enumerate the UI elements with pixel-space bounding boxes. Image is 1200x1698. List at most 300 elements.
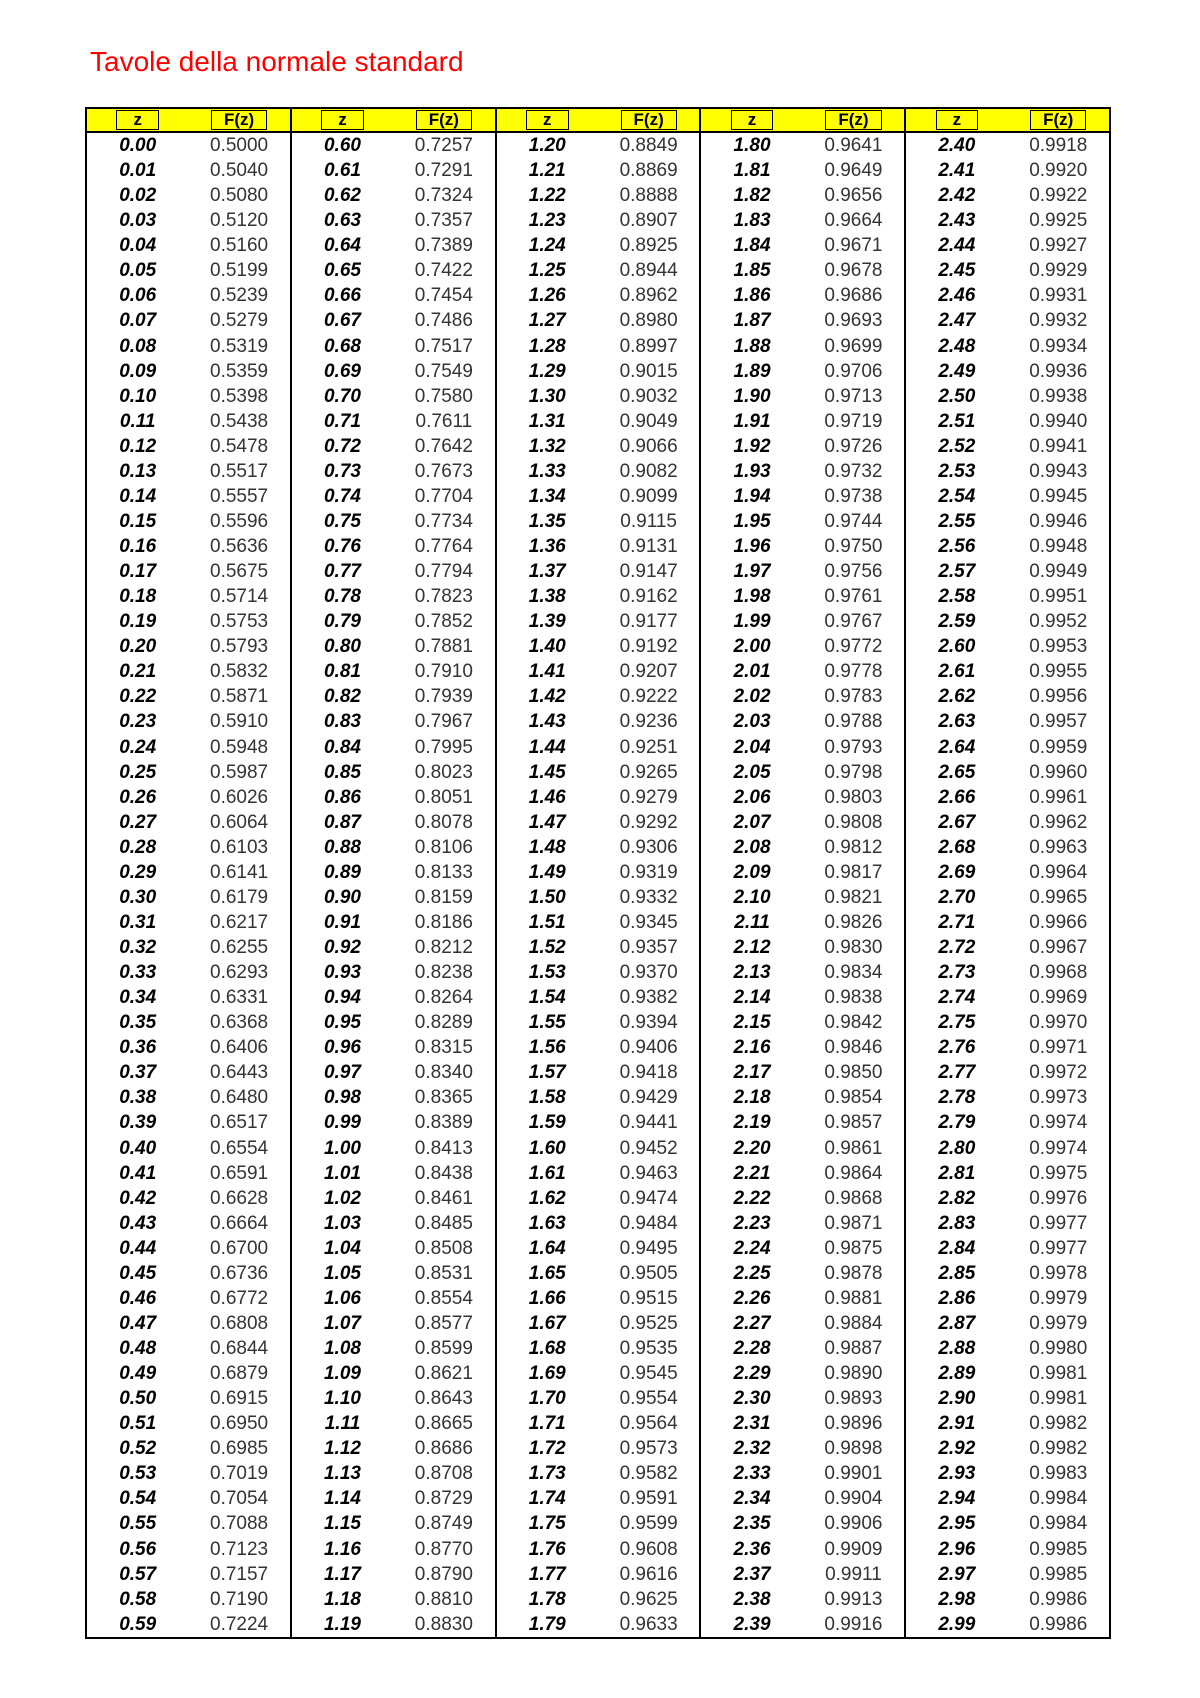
table-row: [86, 1537, 1110, 1562]
fz-value: 0.9099: [619, 485, 678, 507]
fz-value: 0.9887: [824, 1338, 883, 1360]
z-value: 2.93: [905, 1461, 1007, 1486]
fz-value: 0.9812: [824, 836, 883, 858]
fz-value: 0.9452: [619, 1137, 678, 1159]
z-value: 0.58: [119, 1588, 157, 1610]
fz-value: 0.9974: [1029, 1112, 1088, 1134]
z-value: 1.38: [496, 584, 598, 609]
z-value: 0.64: [291, 233, 393, 258]
fz-value: 0.8577: [414, 1312, 473, 1334]
z-value: 1.97: [700, 559, 802, 584]
z-value: 1.18: [291, 1587, 393, 1612]
z-value: 2.87: [905, 1311, 1007, 1336]
z-value: 1.29: [496, 359, 598, 384]
fz-value: 0.8907: [619, 210, 678, 232]
column-header-z: [905, 108, 1007, 132]
z-value: 2.00: [700, 634, 802, 659]
z-value: 0.33: [119, 962, 157, 984]
z-value: 1.65: [496, 1261, 598, 1286]
fz-value: 0.7517: [414, 335, 473, 357]
fz-value: 0.9082: [619, 460, 678, 482]
fz-value: 0.7389: [414, 235, 473, 257]
fz-value: 0.6591: [210, 1162, 269, 1184]
table-row: [86, 1562, 1110, 1587]
fz-value: 0.8508: [414, 1237, 473, 1259]
fz-value: 0.9686: [824, 285, 883, 307]
fz-value: 0.9664: [824, 210, 883, 232]
z-value: 2.95: [905, 1511, 1007, 1536]
fz-value: 0.6217: [210, 911, 269, 933]
z-value: 0.29: [119, 861, 157, 883]
fz-value: 0.9803: [824, 786, 883, 808]
fz-value: 0.8238: [414, 962, 473, 984]
z-value: 0.95: [291, 1010, 393, 1035]
fz-value: 0.9756: [824, 561, 883, 583]
z-value: 0.65: [291, 258, 393, 283]
z-value: 0.07: [119, 310, 157, 332]
fz-value: 0.6664: [210, 1212, 269, 1234]
z-value: 2.31: [700, 1411, 802, 1436]
fz-value: 0.9850: [824, 1062, 883, 1084]
table-row: [86, 1436, 1110, 1461]
z-value: 2.61: [905, 659, 1007, 684]
z-value: 0.55: [119, 1513, 157, 1535]
z-value: 1.13: [291, 1461, 393, 1486]
fz-value: 0.7852: [414, 611, 473, 633]
z-value: 2.08: [700, 835, 802, 860]
fz-value: 0.9932: [1029, 310, 1088, 332]
fz-value: 0.9956: [1029, 686, 1088, 708]
z-value: 1.69: [496, 1361, 598, 1386]
table-row: [86, 534, 1110, 559]
column-header-z: [291, 108, 393, 132]
table-row: [86, 659, 1110, 684]
fz-value: 0.5279: [210, 310, 269, 332]
fz-value: 0.5832: [210, 661, 269, 683]
table-row: [86, 885, 1110, 910]
z-value: 2.28: [700, 1336, 802, 1361]
fz-value: 0.8159: [414, 886, 473, 908]
fz-value: 0.9927: [1029, 235, 1088, 257]
z-value: 1.53: [496, 960, 598, 985]
z-value: 1.20: [496, 132, 598, 158]
z-value: 2.73: [905, 960, 1007, 985]
z-value: 2.11: [700, 910, 802, 935]
fz-value: 0.9515: [619, 1287, 678, 1309]
z-value: 0.70: [291, 384, 393, 409]
fz-value: 0.9940: [1029, 410, 1088, 432]
z-value: 0.91: [291, 910, 393, 935]
fz-value: 0.5239: [210, 285, 269, 307]
z-value: 1.92: [700, 434, 802, 459]
z-value: 1.10: [291, 1386, 393, 1411]
z-value: 0.53: [119, 1463, 157, 1485]
header-row: [86, 108, 1110, 132]
fz-value: 0.9875: [824, 1237, 883, 1259]
fz-value: 0.9960: [1029, 761, 1088, 783]
table-row: [86, 1211, 1110, 1236]
z-value: 1.90: [700, 384, 802, 409]
z-value: 0.04: [119, 235, 157, 257]
z-value: 1.86: [700, 283, 802, 308]
z-value: 2.01: [700, 659, 802, 684]
z-value: 1.11: [291, 1411, 393, 1436]
z-value: 0.14: [119, 485, 157, 507]
z-value: 2.12: [700, 935, 802, 960]
fz-value: 0.7190: [210, 1588, 269, 1610]
fz-value: 0.9963: [1029, 836, 1088, 858]
fz-value: 0.9418: [619, 1062, 678, 1084]
fz-value: 0.9778: [824, 661, 883, 683]
fz-value: 0.9985: [1029, 1563, 1088, 1585]
fz-value: 0.8186: [414, 911, 473, 933]
z-value: 2.33: [700, 1461, 802, 1486]
fz-value: 0.8621: [414, 1363, 473, 1385]
z-value: 1.93: [700, 459, 802, 484]
fz-value: 0.7611: [415, 410, 473, 432]
z-value: 1.78: [496, 1587, 598, 1612]
z-value: 2.14: [700, 985, 802, 1010]
z-value: 2.68: [905, 835, 1007, 860]
z-value: 0.46: [119, 1287, 157, 1309]
z-value: 2.06: [700, 785, 802, 810]
fz-value: 0.9279: [619, 786, 678, 808]
fz-value: 0.9192: [619, 636, 678, 658]
fz-value: 0.9641: [824, 135, 883, 157]
fz-value: 0.9370: [619, 962, 678, 984]
z-value: 2.50: [905, 384, 1007, 409]
z-value: 1.64: [496, 1236, 598, 1261]
z-value: 1.43: [496, 709, 598, 734]
z-value: 1.31: [496, 409, 598, 434]
z-value: 2.60: [905, 634, 1007, 659]
z-value: 1.32: [496, 434, 598, 459]
table-row: [86, 158, 1110, 183]
z-value: 2.20: [700, 1136, 802, 1161]
z-value: 1.63: [496, 1211, 598, 1236]
fz-value: 0.9713: [824, 385, 883, 407]
z-value: 0.24: [119, 736, 157, 758]
fz-value: 0.9986: [1029, 1588, 1088, 1610]
table-row: [86, 1486, 1110, 1511]
fz-value: 0.8729: [414, 1488, 473, 1510]
z-value: 1.42: [496, 684, 598, 709]
fz-value: 0.6179: [210, 886, 269, 908]
fz-value: 0.7967: [414, 711, 473, 733]
z-value: 2.51: [905, 409, 1007, 434]
fz-value: 0.7123: [210, 1538, 269, 1560]
table-row: [86, 735, 1110, 760]
fz-value: 0.9830: [824, 937, 883, 959]
fz-value: 0.9236: [619, 711, 678, 733]
z-value: 0.57: [119, 1563, 157, 1585]
fz-value: 0.9332: [619, 886, 678, 908]
z-value: 1.80: [700, 132, 802, 158]
table-row: [86, 835, 1110, 860]
fz-value: 0.7764: [414, 536, 473, 558]
column-header-z: [496, 108, 598, 132]
z-value: 2.15: [700, 1010, 802, 1035]
z-value: 0.47: [119, 1312, 157, 1334]
fz-value: 0.9973: [1029, 1087, 1088, 1109]
column-header-fz: [803, 108, 905, 132]
fz-value: 0.7088: [210, 1513, 269, 1535]
table-row: [86, 1461, 1110, 1486]
z-value: 0.26: [119, 786, 157, 808]
fz-value: 0.6443: [210, 1062, 269, 1084]
fz-value: 0.5478: [210, 435, 269, 457]
z-value: 0.80: [291, 634, 393, 659]
fz-value: 0.9961: [1029, 786, 1088, 808]
fz-value: 0.7910: [414, 661, 473, 683]
fz-value: 0.9984: [1029, 1513, 1088, 1535]
z-value: 2.17: [700, 1060, 802, 1085]
z-value: 2.47: [905, 308, 1007, 333]
z-value: 1.61: [496, 1161, 598, 1186]
fz-value: 0.9934: [1029, 335, 1088, 357]
fz-value: 0.9049: [619, 410, 678, 432]
column-header-fz-label: F(z): [621, 110, 677, 130]
fz-value: 0.9719: [824, 410, 883, 432]
column-header-z-label: z: [731, 110, 774, 130]
fz-value: 0.9251: [619, 736, 678, 758]
z-value: 1.70: [496, 1386, 598, 1411]
fz-value: 0.9693: [824, 310, 883, 332]
z-value: 2.70: [905, 885, 1007, 910]
z-value: 1.33: [496, 459, 598, 484]
z-value: 2.38: [700, 1587, 802, 1612]
z-value: 1.59: [496, 1110, 598, 1135]
fz-value: 0.9925: [1029, 210, 1088, 232]
fz-value: 0.9495: [619, 1237, 678, 1259]
fz-value: 0.9953: [1029, 636, 1088, 658]
z-value: 1.62: [496, 1186, 598, 1211]
z-value: 2.57: [905, 559, 1007, 584]
fz-value: 0.9979: [1029, 1312, 1088, 1334]
fz-value: 0.9975: [1029, 1162, 1088, 1184]
z-value: 0.52: [119, 1438, 157, 1460]
fz-value: 0.5948: [210, 736, 269, 758]
fz-value: 0.9946: [1029, 510, 1088, 532]
fz-value: 0.5000: [210, 135, 269, 157]
fz-value: 0.8790: [414, 1563, 473, 1585]
fz-value: 0.6736: [210, 1262, 269, 1284]
z-value: 1.57: [496, 1060, 598, 1085]
fz-value: 0.8708: [414, 1463, 473, 1485]
fz-value: 0.5319: [210, 335, 269, 357]
fz-value: 0.9599: [619, 1513, 678, 1535]
table-row: [86, 409, 1110, 434]
fz-value: 0.9441: [619, 1112, 678, 1134]
table-row: [86, 384, 1110, 409]
fz-value: 0.9573: [619, 1438, 678, 1460]
fz-value: 0.8078: [414, 811, 473, 833]
z-value: 2.80: [905, 1136, 1007, 1161]
fz-value: 0.6554: [210, 1137, 269, 1159]
fz-value: 0.7794: [414, 561, 473, 583]
z-value: 1.16: [291, 1537, 393, 1562]
fz-value: 0.8944: [619, 260, 678, 282]
fz-value: 0.9949: [1029, 561, 1088, 583]
z-value: 0.41: [119, 1162, 157, 1184]
z-value: 0.42: [119, 1187, 157, 1209]
fz-value: 0.9911: [825, 1563, 882, 1585]
fz-value: 0.9966: [1029, 911, 1088, 933]
column-header-fz-label: F(z): [825, 110, 881, 130]
z-value: 2.90: [905, 1386, 1007, 1411]
fz-value: 0.8389: [414, 1112, 473, 1134]
fz-value: 0.7642: [414, 435, 473, 457]
z-value: 2.48: [905, 334, 1007, 359]
fz-value: 0.9525: [619, 1312, 678, 1334]
table-row: [86, 609, 1110, 634]
z-value: 2.54: [905, 484, 1007, 509]
fz-value: 0.9788: [824, 711, 883, 733]
fz-value: 0.9983: [1029, 1463, 1088, 1485]
fz-value: 0.9941: [1029, 435, 1088, 457]
z-value: 2.52: [905, 434, 1007, 459]
table-row: [86, 910, 1110, 935]
fz-value: 0.9864: [824, 1162, 883, 1184]
fz-value: 0.6700: [210, 1237, 269, 1259]
fz-value: 0.8925: [619, 235, 678, 257]
z-value: 1.44: [496, 735, 598, 760]
fz-value: 0.8665: [414, 1413, 473, 1435]
table-row: [86, 709, 1110, 734]
table-row: [86, 559, 1110, 584]
fz-value: 0.9292: [619, 811, 678, 833]
fz-value: 0.9979: [1029, 1287, 1088, 1309]
table-row: [86, 1511, 1110, 1536]
z-value: 2.49: [905, 359, 1007, 384]
z-value: 1.85: [700, 258, 802, 283]
z-value: 2.99: [905, 1612, 1007, 1638]
table-row: [86, 1085, 1110, 1110]
z-value: 0.28: [119, 836, 157, 858]
fz-value: 0.9929: [1029, 260, 1088, 282]
z-value: 2.78: [905, 1085, 1007, 1110]
z-value: 0.35: [119, 1012, 157, 1034]
fz-value: 0.7019: [210, 1463, 269, 1485]
fz-value: 0.9964: [1029, 861, 1088, 883]
fz-value: 0.9505: [619, 1262, 678, 1284]
table-row: [86, 1612, 1110, 1638]
fz-value: 0.9463: [619, 1162, 678, 1184]
fz-value: 0.9967: [1029, 937, 1088, 959]
z-value: 0.25: [119, 761, 157, 783]
table-row: [86, 183, 1110, 208]
z-value: 2.10: [700, 885, 802, 910]
fz-value: 0.8289: [414, 1012, 473, 1034]
z-value: 0.21: [119, 661, 157, 683]
z-value: 2.75: [905, 1010, 1007, 1035]
z-value: 1.48: [496, 835, 598, 860]
fz-value: 0.9936: [1029, 360, 1088, 382]
fz-value: 0.6141: [210, 861, 269, 883]
fz-value: 0.9981: [1029, 1388, 1088, 1410]
z-value: 0.76: [291, 534, 393, 559]
fz-value: 0.8869: [619, 160, 678, 182]
z-value: 1.06: [291, 1286, 393, 1311]
z-value: 1.21: [496, 158, 598, 183]
z-value: 2.26: [700, 1286, 802, 1311]
z-value: 2.07: [700, 810, 802, 835]
z-value: 2.56: [905, 534, 1007, 559]
fz-value: 0.8888: [619, 185, 678, 207]
z-value: 2.30: [700, 1386, 802, 1411]
fz-value: 0.5675: [210, 561, 269, 583]
z-value: 0.22: [119, 686, 157, 708]
table-row: [86, 1136, 1110, 1161]
fz-value: 0.9881: [824, 1287, 883, 1309]
z-value: 1.60: [496, 1136, 598, 1161]
fz-value: 0.9732: [824, 460, 883, 482]
z-value: 1.40: [496, 634, 598, 659]
z-value: 2.77: [905, 1060, 1007, 1085]
fz-value: 0.9893: [824, 1388, 883, 1410]
z-value: 1.89: [700, 359, 802, 384]
z-value: 1.84: [700, 233, 802, 258]
z-value: 1.83: [700, 208, 802, 233]
fz-value: 0.5987: [210, 761, 269, 783]
z-value: 2.09: [700, 860, 802, 885]
z-value: 0.67: [291, 308, 393, 333]
z-value: 2.86: [905, 1286, 1007, 1311]
fz-value: 0.8599: [414, 1338, 473, 1360]
fz-value: 0.9564: [619, 1413, 678, 1435]
fz-value: 0.7549: [414, 360, 473, 382]
z-value: 1.66: [496, 1286, 598, 1311]
table-row: [86, 484, 1110, 509]
fz-value: 0.8686: [414, 1438, 473, 1460]
z-value: 2.53: [905, 459, 1007, 484]
fz-value: 0.9306: [619, 836, 678, 858]
fz-value: 0.9066: [619, 435, 678, 457]
fz-value: 0.9616: [619, 1563, 678, 1585]
fz-value: 0.6844: [210, 1338, 269, 1360]
fz-value: 0.5359: [210, 360, 269, 382]
z-value: 1.94: [700, 484, 802, 509]
fz-value: 0.5398: [210, 385, 269, 407]
z-value: 1.51: [496, 910, 598, 935]
fz-value: 0.8023: [414, 761, 473, 783]
fz-value: 0.9738: [824, 485, 883, 507]
fz-value: 0.9429: [619, 1087, 678, 1109]
z-value: 2.88: [905, 1336, 1007, 1361]
z-value: 0.63: [291, 208, 393, 233]
fz-value: 0.9943: [1029, 460, 1088, 482]
fz-value: 0.9981: [1029, 1363, 1088, 1385]
fz-value: 0.9826: [824, 911, 883, 933]
z-value: 0.43: [119, 1212, 157, 1234]
fz-value: 0.7291: [414, 160, 473, 182]
fz-value: 0.8770: [414, 1538, 473, 1560]
table-row: [86, 935, 1110, 960]
fz-value: 0.9177: [619, 611, 678, 633]
fz-value: 0.8849: [619, 135, 678, 157]
fz-value: 0.9972: [1029, 1062, 1088, 1084]
fz-value: 0.8554: [414, 1287, 473, 1309]
z-value: 1.08: [291, 1336, 393, 1361]
z-value: 1.17: [291, 1562, 393, 1587]
fz-value: 0.9744: [824, 510, 883, 532]
fz-value: 0.9913: [824, 1588, 883, 1610]
fz-value: 0.9406: [619, 1037, 678, 1059]
fz-value: 0.6406: [210, 1037, 269, 1059]
fz-value: 0.9319: [619, 861, 678, 883]
fz-value: 0.9962: [1029, 811, 1088, 833]
z-value: 0.31: [119, 911, 157, 933]
